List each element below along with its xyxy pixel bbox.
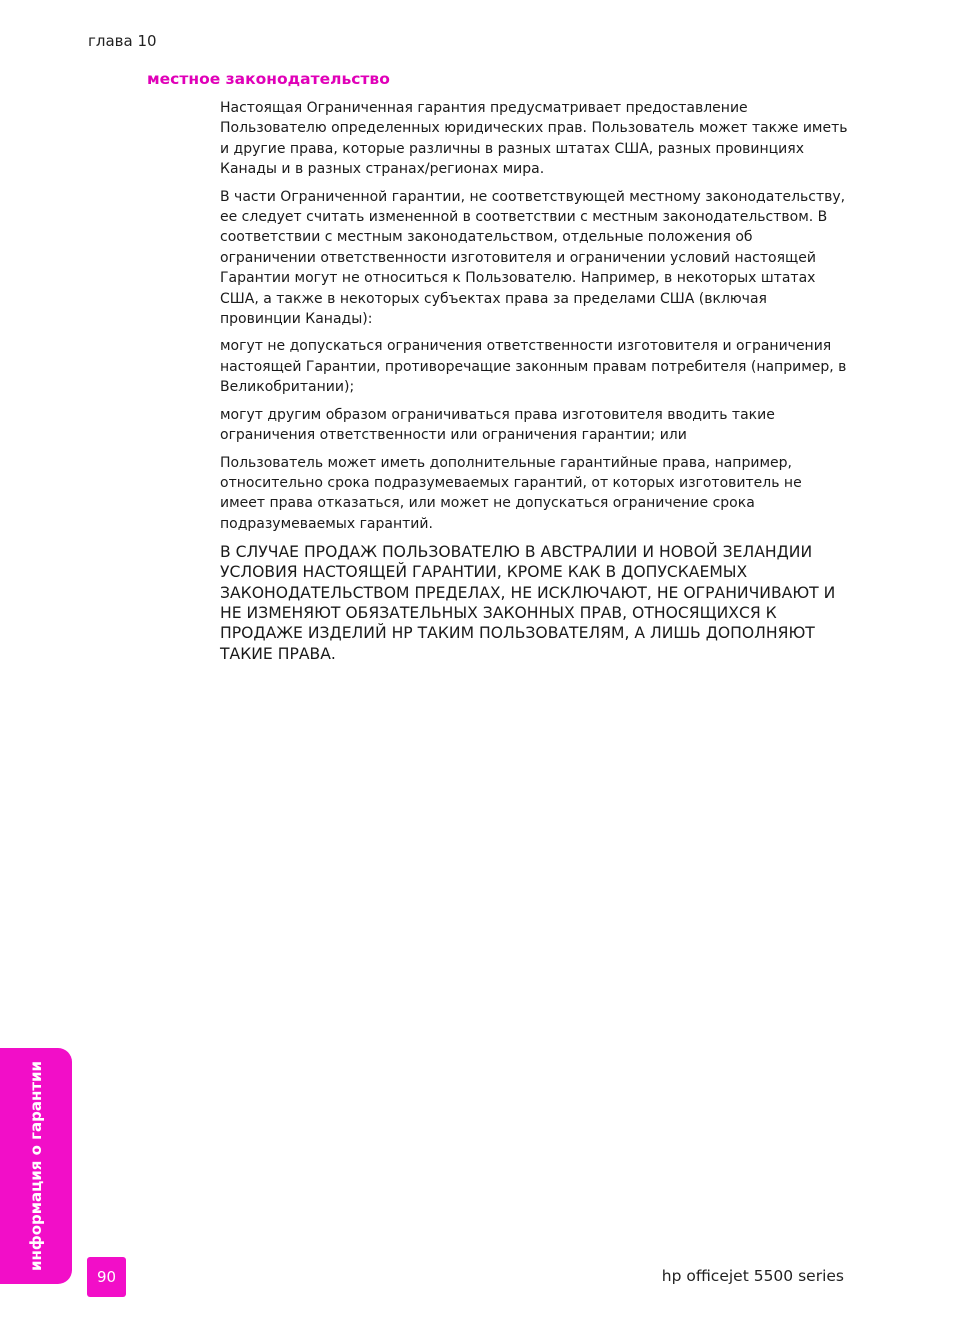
product-name: hp officejet 5500 series <box>661 1267 844 1285</box>
body-text <box>220 98 848 671</box>
section-title: местное законодательство <box>147 70 390 88</box>
chapter-header: глава 10 <box>88 32 157 50</box>
paragraph-2: В части Ограниченной гарантии, не соответствующей местному законодательству, ее следует считать измененной в соответствии с местным законодательством. В соответствии с местным законодательством, отдельные положения об ограничении ответственности изготовителя и ограничении условий настоящей Гарантии могут не относиться к Пользователю. Например, в некоторых штатах США, а также в некоторых субъектах права за пределами США (включая провинции Канады): <box>220 188 846 328</box>
paragraph-1: Настоящая Ограниченная гарантия предусматривает предоставление Пользователю определенных юридических прав. Пользователь может также иметь и другие права, которые различны в разных штатах США, разных провинциях Канады и в разных странах/регионах мира. <box>220 100 848 178</box>
caps-paragraph: В СЛУЧАЕ ПРОДАЖ ПОЛЬЗОВАТЕЛЮ В АВСТРАЛИИ И НОВОЙ ЗЕЛАНДИИ УСЛОВИЯ НАСТОЯЩЕЙ ГАРАНТИИ, КРОМЕ КАК В ДОПУСКАЕМЫХ ЗАКОНОДАТЕЛЬСТВОМ ПРЕДЕЛАХ, НЕ ИСКЛЮЧАЮТ, НЕ ОГРАНИЧИВАЮТ И НЕ ИЗМЕНЯЮТ ОБЯЗАТЕЛЬНЫХ ЗАКОННЫХ ПРАВ, ОТНОСЯЩИХСЯ К ПРОДАЖЕ ИЗДЕЛИЙ HP ТАКИМ ПОЛЬЗОВАТЕЛЯМ, А ЛИШЬ ДОПОЛНЯЮТ ТАКИЕ ПРАВА. <box>220 543 836 663</box>
paragraph-4: могут другим образом ограничиваться права изготовителя вводить такие ограничения ответственности или ограничения гарантии; или <box>220 406 775 444</box>
page-number: 90 <box>87 1257 126 1297</box>
side-tab-label: информация о гарантии <box>27 1060 45 1272</box>
side-tab <box>0 1048 72 1284</box>
paragraph-3: могут не допускаться ограничения ответственности изготовителя и ограничения настоящей Гарантии, противоречащие законным правам потребителя (например, в Великобритании); <box>220 338 847 396</box>
paragraph-5: Пользователь может иметь дополнительные гарантийные права, например, относительно срока подразумеваемых гарантий, от которых изготовитель не имеет права отказаться, или может не допускаться ограничение срока подразумеваемых гарантий. <box>220 454 802 532</box>
